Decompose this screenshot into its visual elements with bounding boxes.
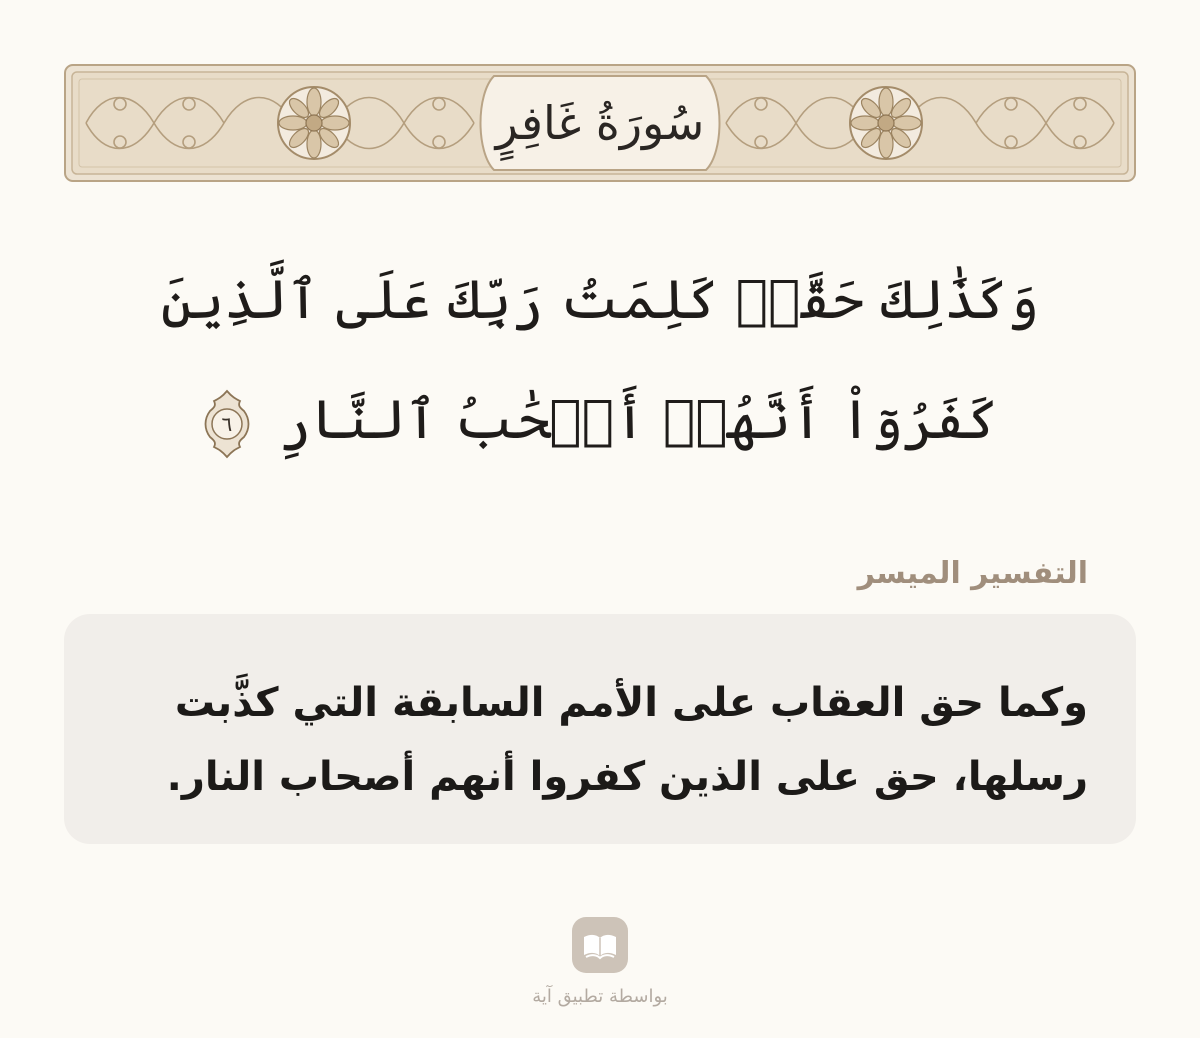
verse-line-2 (100, 360, 1100, 480)
right-rosette-icon (850, 87, 922, 159)
app-credit: بواسطة تطبيق آية (532, 986, 668, 1007)
tafsir-card (64, 614, 1136, 844)
ayah-end-marker (202, 389, 252, 459)
tafsir-line-2: رسلها، حق على الذين كفروا أنهم أصحاب النار. (166, 754, 1088, 800)
tafsir-line-1: وكما حق العقاب على الأمم السابقة التي كذَّبت (174, 680, 1088, 726)
surah-header-banner (64, 64, 1136, 182)
tafsir-title: التفسير الميسر (857, 556, 1088, 591)
app-logo[interactable] (572, 917, 628, 973)
verse-line-1: وَكَذَٰلِكَ حَقَّتۡ كَلِمَتُ رَبِّكَ عَلَى ٱلَّذِينَ (160, 268, 1040, 331)
verse-text (100, 240, 1100, 480)
verse-line-2-text: كَفَرُوٓاْ أَنَّهُمۡ أَصۡحَٰبُ ٱلنَّارِ (279, 388, 999, 451)
surah-name: سُورَةُ غَافِرٍ (495, 96, 705, 150)
tafsir-text (108, 666, 1088, 814)
ayah-number: ٦ (221, 412, 233, 436)
left-rosette-icon (278, 87, 350, 159)
open-book-icon (572, 917, 628, 973)
